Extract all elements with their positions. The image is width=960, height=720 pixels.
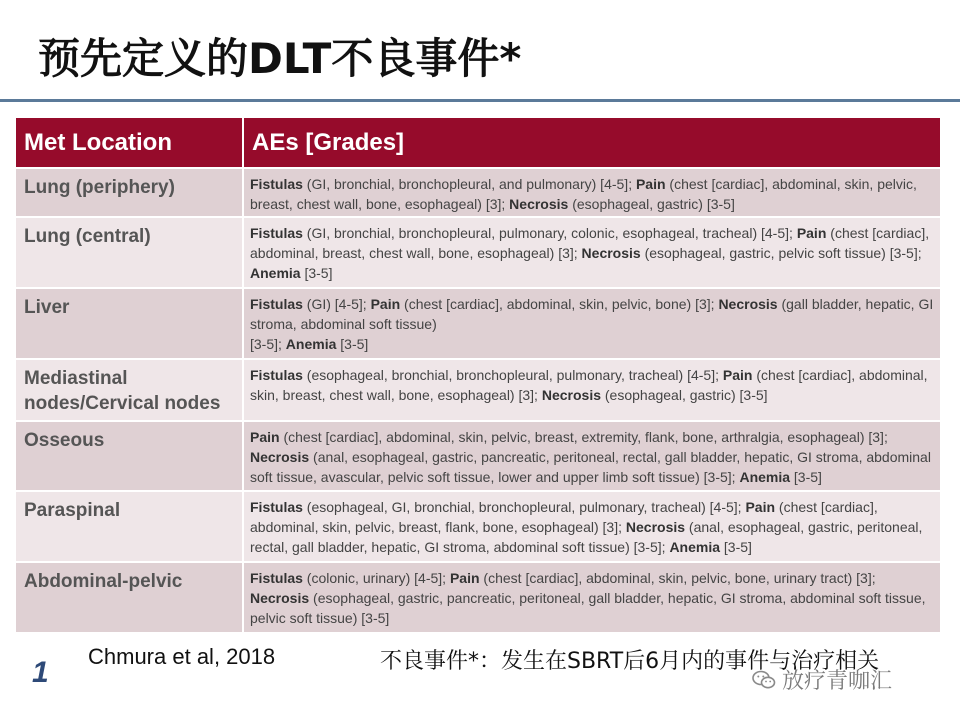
ae-detail: (chest [cardiac], abdominal, skin, pelvic, bone) [3]; xyxy=(400,296,719,312)
ae-category: Anemia xyxy=(739,469,791,485)
ae-category: Pain xyxy=(796,225,827,241)
ae-category: Necrosis xyxy=(581,245,641,261)
ae-detail: (esophageal, gastric, pancreatic, peritoneal, gall bladder, hepatic, GI stroma, abdominal soft tissue, pelvic soft tissue) [3-5] xyxy=(250,590,926,626)
ae-detail: (colonic, urinary) [4-5]; xyxy=(302,570,450,586)
wechat-icon xyxy=(752,670,776,690)
watermark-text: 放疗青咖汇 xyxy=(782,669,893,694)
ae-category: Necrosis xyxy=(718,296,778,312)
ae-detail: [3-5] xyxy=(336,336,369,352)
ae-category: Necrosis xyxy=(625,519,686,535)
ae-detail: (chest [cardiac], abdominal, skin, pelvic, breast, extremity, flank, bone, arthralgia, esophageal) [3]; xyxy=(279,429,888,445)
met-location-cell: Liver xyxy=(16,288,243,359)
table-row xyxy=(16,217,940,288)
table-row xyxy=(16,288,940,359)
ae-detail: [3-5] xyxy=(720,539,752,555)
ae-detail: (chest [cardiac], abdominal, skin, pelvic, bone, urinary tract) [3]; xyxy=(479,570,876,586)
ae-category: Pain xyxy=(370,296,401,312)
ae-detail: (GI, bronchial, bronchopleural, and pulmonary) [4-5]; xyxy=(302,176,636,192)
ae-detail: (esophageal, gastric) [3-5] xyxy=(601,387,768,403)
met-location-cell: Mediastinal nodes/Cervical nodes xyxy=(16,359,243,421)
ae-category: Pain xyxy=(250,429,280,445)
ae-detail: (chest [cardiac], abdominal, breast, chest wall, bone, esophageal) [3]; xyxy=(250,225,930,261)
met-location-cell: Lung (periphery) xyxy=(16,168,243,217)
table-row xyxy=(16,359,940,421)
watermark xyxy=(752,664,892,695)
ae-category: Pain xyxy=(449,570,480,586)
table-body xyxy=(16,168,940,632)
ae-detail: (chest [cardiac], abdominal, skin, breast, chest wall, bone, esophageal) [3]; xyxy=(250,367,928,403)
footnote: 不良事件*：发生在SBRT后6月内的事件与治疗相关 xyxy=(380,649,880,674)
ae-category: Fistulas xyxy=(250,570,303,586)
met-location-cell: Abdominal-pelvic xyxy=(16,562,243,632)
ae-detail: (esophageal, gastric) [3-5] xyxy=(568,196,735,212)
ae-detail: (GI) [4-5]; xyxy=(302,296,371,312)
table-row xyxy=(16,168,940,217)
aes-cell xyxy=(243,562,940,632)
met-location-cell: Paraspinal xyxy=(16,491,243,562)
ae-detail: (esophageal, GI, bronchial, bronchopleural, pulmonary, tracheal) [4-5]; xyxy=(302,499,746,515)
aes-cell xyxy=(243,421,940,491)
header-met-location: Met Location xyxy=(16,118,243,168)
aes-cell xyxy=(243,491,940,562)
ae-category: Pain xyxy=(722,367,753,383)
ae-category: Fistulas xyxy=(250,176,303,192)
ae-detail: (anal, esophageal, gastric, peritoneal, rectal, gall bladder, hepatic, GI stroma, abdominal soft tissue) [3-5]; xyxy=(250,519,923,555)
ae-detail: (chest [cardiac], abdominal, skin, pelvic, breast, flank, bone, esophageal) [3]; xyxy=(250,499,878,535)
table-row xyxy=(16,421,940,491)
aes-cell xyxy=(243,168,940,217)
table-header-row xyxy=(16,118,940,168)
met-location-cell: Lung (central) xyxy=(16,217,243,288)
ae-category: Necrosis xyxy=(509,196,569,212)
ae-category: Anemia xyxy=(285,336,337,352)
page-number: 1 xyxy=(32,656,49,689)
header-aes-grades: AEs [Grades] xyxy=(243,118,940,168)
table-row xyxy=(16,491,940,562)
citation: Chmura et al, 2018 xyxy=(88,644,276,669)
aes-cell xyxy=(243,288,940,359)
ae-category: Fistulas xyxy=(250,296,303,312)
ae-category: Fistulas xyxy=(250,367,303,383)
met-location-cell: Osseous xyxy=(16,421,243,491)
ae-category: Necrosis xyxy=(541,387,601,403)
ae-detail: (anal, esophageal, gastric, pancreatic, peritoneal, rectal, gall bladder, hepatic, GI stroma, abdominal soft tissue, avascular, pelvic soft tissue, lower and upper limb soft tissue) [3-5]; xyxy=(250,449,931,485)
ae-category: Fistulas xyxy=(250,225,303,241)
ae-category: Necrosis xyxy=(250,590,310,606)
ae-detail: (esophageal, gastric, pelvic soft tissue) [3-5]; xyxy=(640,245,922,261)
ae-table xyxy=(16,118,940,632)
page-title: 预先定义的DLT不良事件* xyxy=(38,34,522,83)
table-row xyxy=(16,562,940,632)
aes-cell xyxy=(243,359,940,421)
ae-detail: (chest [cardiac], abdominal, skin, pelvic, breast, chest wall, bone, esophageal) [3]; xyxy=(250,176,917,212)
title-divider xyxy=(0,99,960,102)
ae-category: Pain xyxy=(635,176,666,192)
ae-detail: (GI, bronchial, bronchopleural, pulmonary, colonic, esophageal, tracheal) [4-5]; xyxy=(302,225,797,241)
ae-category: Anemia xyxy=(250,265,301,281)
ae-category: Anemia xyxy=(669,539,721,555)
ae-detail: (gall bladder, hepatic, GI stroma, abdominal soft tissue) [3-5]; xyxy=(250,296,934,352)
ae-category: Fistulas xyxy=(250,499,303,515)
ae-detail: [3-5] xyxy=(300,265,333,281)
ae-detail: (esophageal, bronchial, bronchopleural, pulmonary, tracheal) [4-5]; xyxy=(302,367,723,383)
aes-cell xyxy=(243,217,940,288)
ae-category: Pain xyxy=(745,499,776,515)
ae-detail: [3-5] xyxy=(790,469,822,485)
ae-category: Necrosis xyxy=(250,449,310,465)
